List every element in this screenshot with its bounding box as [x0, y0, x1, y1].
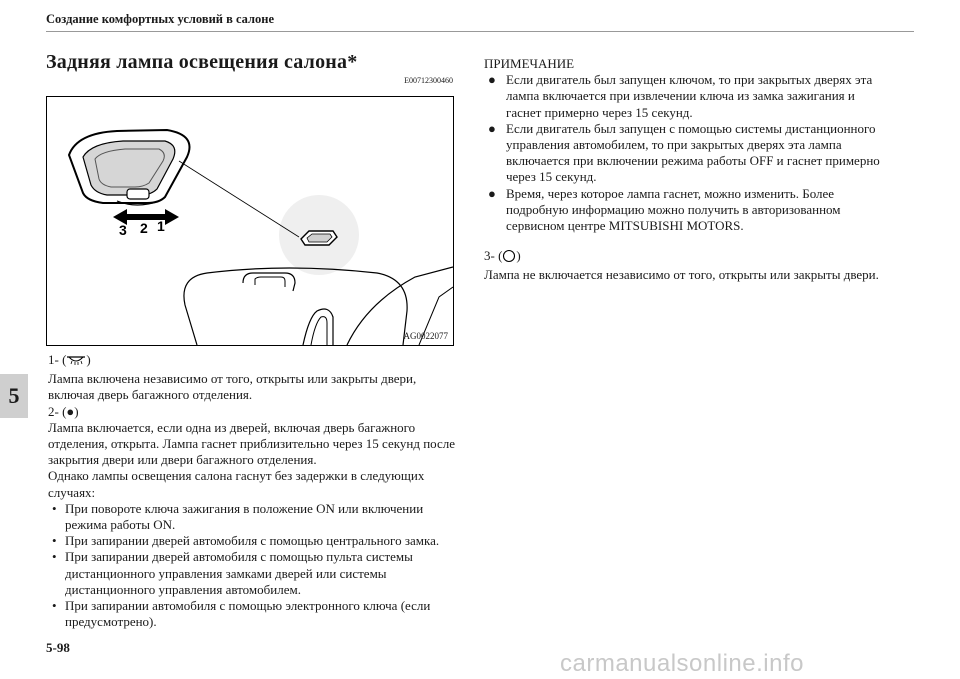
- seat-back: [184, 268, 407, 345]
- list-item: • При повороте ключа зажигания в положение ON или включении режима работы ON.: [52, 500, 424, 533]
- item-1-heading: 1- ( ): [48, 352, 458, 371]
- position-label-1: 1: [157, 218, 165, 234]
- pillar-left: [303, 309, 333, 345]
- seat-headrest-inner: [255, 277, 285, 287]
- note-list: [484, 72, 884, 234]
- item-2-text: Лампа включается, если одна из дверей, включая дверь багажного отделения, открыта. Лампа гаснет приблизительно через 15 секунд после закрытия двери или двери багажного отделения.: [48, 419, 456, 468]
- lamp-door-icon: [66, 355, 86, 371]
- list-item: ● Если двигатель был запущен с помощью системы дистанционного управления автомобилем, то при закрытых дверях эта лампа включается при включении режима работы OFF и гаснет примерно через 15 секунд.: [488, 120, 880, 185]
- item-3-heading: 3- ( ): [484, 248, 884, 267]
- note-heading: ПРИМЕЧАНИЕ: [484, 56, 575, 71]
- list-item: • При запирании автомобиля с помощью электронного ключа (если предусмотрено).: [52, 598, 431, 630]
- seat-headrest: [243, 273, 295, 291]
- item-2-heading: 2- (●): [48, 403, 79, 419]
- exceptions-list: [48, 501, 458, 631]
- list-item: ● Время, через которое лампа гаснет, можно изменить. Более подробную информацию можно получить в авторизованном сервисном центре MITSUBISHI MOTORS.: [488, 185, 841, 234]
- item-3-text: Лампа не включается независимо от того, открыты или закрыты двери.: [484, 267, 879, 283]
- spacer: [484, 234, 884, 248]
- item-2-text-2: Однако лампы освещения салона гаснут без задержки в следующих случаях:: [48, 468, 425, 500]
- lamp-small-lens: [307, 234, 332, 242]
- chapter-tab: [0, 374, 28, 418]
- lamp-illustration: [46, 96, 454, 346]
- lamp-drawing: [47, 97, 453, 345]
- header-rule: [46, 31, 914, 32]
- list-item: • При запирании дверей автомобиля с помощью центрального замка.: [52, 533, 440, 549]
- watermark: carmanualsonline.info: [560, 650, 804, 677]
- open-circle-icon: [502, 249, 516, 267]
- list-item: ● Если двигатель был запущен ключом, то при закрытых дверях эта лампа включается при извлечении ключа из замка зажигания и гаснет примерно через 15 секунд.: [488, 72, 873, 120]
- position-label-3: 3: [119, 222, 127, 238]
- leader-line: [179, 161, 299, 237]
- section-code: E00712300460: [404, 76, 453, 85]
- running-header: Создание комфортных условий в салоне: [46, 12, 275, 26]
- switch-knob: [127, 189, 149, 199]
- pillar-inner: [311, 317, 327, 345]
- list-item: • При запирании дверей автомобиля с помощью пульта системы дистанционного управления замками дверей или системы дистанционного управления автомобилем.: [52, 549, 413, 597]
- right-column: [484, 56, 884, 284]
- page-number: 5-98: [46, 640, 70, 655]
- position-label-2: 2: [140, 220, 148, 236]
- figure-code: AG0022077: [403, 331, 448, 341]
- filled-circle-icon: ●: [66, 403, 75, 419]
- chapter-number: 5: [8, 383, 20, 408]
- left-column: [48, 352, 458, 630]
- section-title: Задняя лампа освещения салона*: [46, 51, 358, 73]
- item-1-text: Лампа включена независимо от того, открыты или закрыты двери, включая дверь багажного отделения.: [48, 371, 417, 403]
